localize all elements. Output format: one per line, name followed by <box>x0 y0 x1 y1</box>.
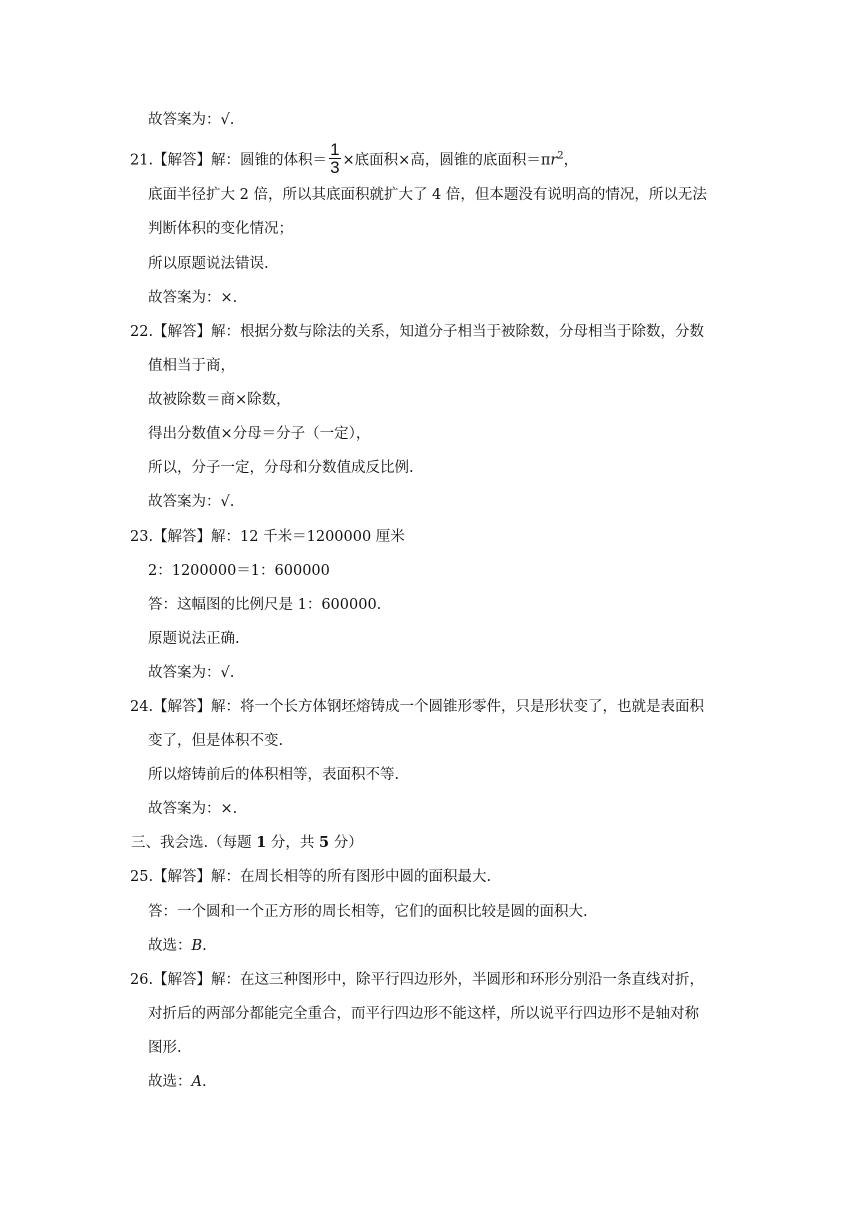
q24-line-2: 变了，但是体积不变. <box>148 733 284 749</box>
q26-answer: 故选：A. <box>148 1074 207 1090</box>
q22-answer: 故答案为：√. <box>148 494 235 510</box>
choice-letter: B <box>191 938 203 954</box>
q25-answer: 故选：B. <box>148 938 207 954</box>
q24-line-3: 所以熔铸前后的体积相等，表面积不等. <box>148 767 400 783</box>
q21-exponent: 2 <box>557 150 564 162</box>
q21-radius-symbol: r <box>550 152 558 169</box>
q21-text-c: ， <box>563 152 579 169</box>
q22-line-5: 所以，分子一定，分母和分数值成反比例. <box>148 460 414 476</box>
q24-line-1: 24.【解答】解：将一个长方体钢坯熔铸成一个圆锥形零件，只是形状变了，也就是表面积 <box>130 699 705 715</box>
q22-line-2: 值相当于商， <box>148 358 235 374</box>
q23-line-3: 答：这幅图的比例尺是 1：600000. <box>148 597 382 613</box>
q21-text-a: 21.【解答】解：圆锥的体积＝ <box>130 152 328 169</box>
q23-line-1: 23.【解答】解：12 千米＝1200000 厘米 <box>130 529 405 545</box>
q26-line-1: 26.【解答】解：在这三种图形中，除平行四边形外，半圆形和环形分别沿一条直线对折， <box>130 972 705 988</box>
q22-line-3: 故被除数＝商×除数， <box>148 392 291 408</box>
q25-line-1: 25.【解答】解：在周长相等的所有图形中圆的面积最大. <box>130 869 492 885</box>
q23-line-2: 2：1200000＝1：600000 <box>148 563 330 579</box>
choice-letter: A <box>191 1074 202 1090</box>
q25-line-2: 答：一个圆和一个正方形的周长相等，它们的面积比较是圆的面积大. <box>148 904 588 920</box>
q24-answer: 故答案为：×. <box>148 801 238 817</box>
q21-line-4: 所以原题说法错误. <box>148 256 269 272</box>
q21-answer: 故答案为：×. <box>148 290 238 306</box>
answer-line: 故答案为：√. <box>148 112 235 128</box>
section-three-heading: 三、我会选.（每题 1 分，共 5 分） <box>131 834 363 851</box>
q21-text-b: ×底面积×高，圆锥的底面积＝π <box>342 152 551 169</box>
q21-line-2: 底面半径扩大 2 倍，所以其底面积就扩大了 4 倍，但本题没有说明高的情况，所以无法 <box>148 187 707 203</box>
fraction-one-third: $\frac{1}{3}$ <box>330 140 340 177</box>
q22-line-1: 22.【解答】解：根据分数与除法的关系，知道分子相当于被除数，分母相当于除数，分数 <box>130 324 705 340</box>
q21-line-1 <box>130 140 579 178</box>
q26-line-2: 对折后的两部分都能完全重合，而平行四边形不能这样，所以说平行四边形不是轴对称 <box>148 1006 699 1022</box>
q23-line-4: 原题说法正确. <box>148 631 240 647</box>
q21-line-3: 判断体积的变化情况； <box>148 221 293 237</box>
q22-line-4: 得出分数值×分母＝分子（一定）， <box>148 426 371 442</box>
q23-answer: 故答案为：√. <box>148 665 235 681</box>
q26-line-3: 图形. <box>148 1040 182 1056</box>
